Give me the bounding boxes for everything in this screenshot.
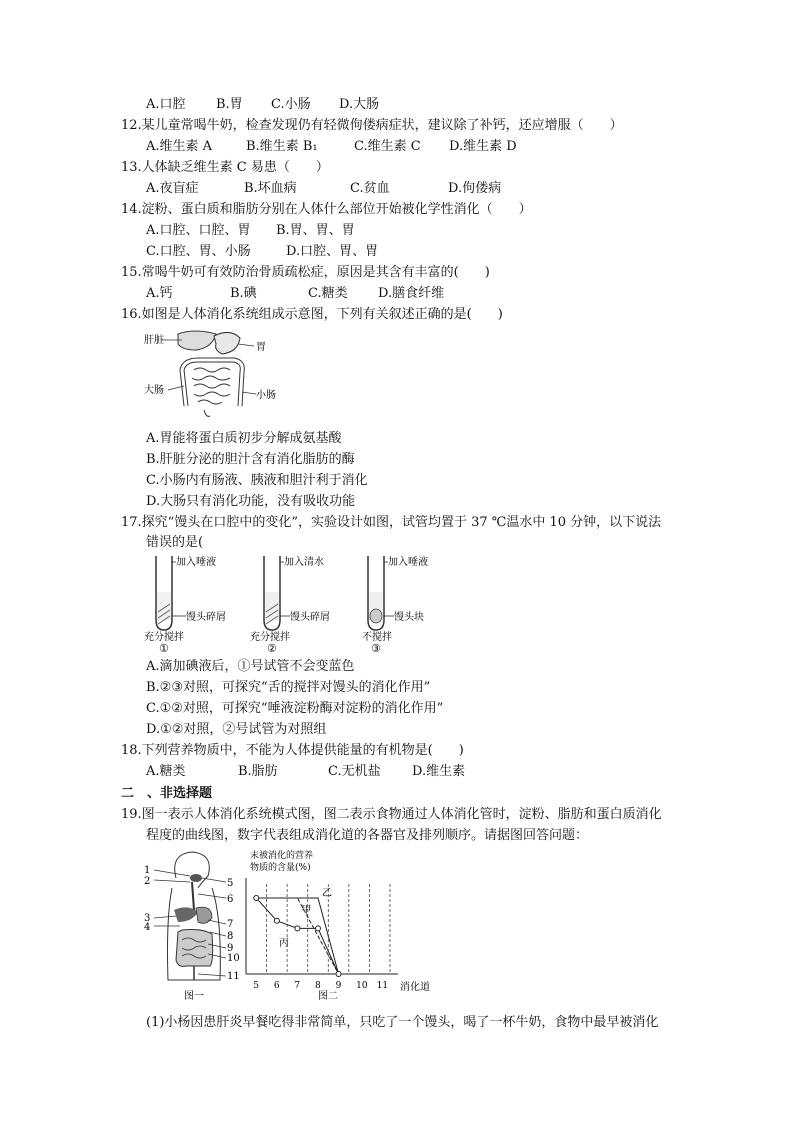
q16-option-d[interactable]: D.大肠只有消化功能，没有吸收功能: [146, 494, 356, 509]
fig1-num-3: 3: [144, 913, 151, 924]
chart-ylabel-line2: 物质的含量(%): [250, 863, 311, 873]
tube2-number: ②: [267, 642, 277, 654]
q13-options: [146, 180, 501, 198]
label-liver: 肝脏: [144, 335, 164, 346]
q11-option-c[interactable]: C.小肠: [271, 97, 311, 112]
fig1-num-8: 8: [227, 931, 234, 942]
figure-two-digestion-chart: [240, 848, 430, 1004]
test-tubes-figure: [140, 552, 470, 654]
label-small-intestine: 小肠: [256, 390, 276, 401]
fig1-caption: 图一: [184, 991, 204, 1002]
q16-option-a[interactable]: A.胃能将蛋白质初步分解成氨基酸: [146, 431, 342, 446]
fig1-num-1: 1: [144, 865, 151, 876]
q11-option-a[interactable]: A.口腔: [146, 97, 186, 112]
tube1-content-label: 馒头碎屑: [186, 612, 226, 623]
q15-option-c[interactable]: C.糖类: [308, 286, 348, 301]
tube2-content-label: 馒头碎屑: [290, 612, 330, 623]
tube3-top-label: 加入唾液: [388, 557, 428, 568]
q16-stem: 16.如图是人体消化系统组成示意图，下列有关叙述正确的是( ): [121, 307, 503, 322]
test-tube-3: [362, 555, 428, 654]
fig1-num-4: 4: [144, 922, 151, 933]
q16-option-c[interactable]: C.小肠内有肠液、胰液和胆汁利于消化: [146, 473, 368, 488]
tube2-action-label: 充分搅拌: [250, 632, 290, 643]
chart-tick-5: 5: [253, 981, 260, 991]
q15-options: [146, 285, 444, 303]
q11-option-b[interactable]: B.胃: [216, 97, 243, 112]
q19-sub1: (1)小杨因患肝炎早餐吃得非常简单，只吃了一个馒头，喝了一杯牛奶，食物中最早被消化: [146, 1015, 659, 1030]
q12-options: [146, 138, 517, 156]
label-stomach: 胃: [256, 342, 266, 353]
q18-option-d[interactable]: D.维生素: [412, 764, 466, 779]
fig1-num-6: 6: [227, 894, 234, 905]
q12-option-a[interactable]: A.维生素 A: [146, 139, 213, 154]
section-title: 二 、非选择题: [121, 786, 213, 801]
q19-stem-line2: 程度的曲线图，数字代表组成消化道的各器官及排列顺序。请据图回答问题：: [146, 828, 589, 843]
fig1-num-9: 9: [227, 943, 234, 954]
q14-option-b[interactable]: B.胃、胃、胃: [276, 223, 355, 238]
q13-option-d[interactable]: D.佝偻病: [448, 181, 502, 196]
large-intestine-shape: [182, 360, 242, 406]
small-intestine-shape: [192, 368, 230, 404]
chart-xlabel: 消化道: [400, 982, 430, 993]
chart-ylabel-line1: 未被消化的营养: [250, 851, 314, 861]
q13-stem: 13.人体缺乏维生素 C 易患（ ）: [121, 160, 329, 175]
q18-option-a[interactable]: A.糖类: [146, 764, 186, 779]
q19-stem-line1: 19.图一表示人体消化系统模式图，图二表示食物通过人体消化管时，淀粉、脂肪和蛋白质消化: [121, 807, 662, 822]
q17-option-b[interactable]: B.②③对照，可探究“舌的搅拌对馒头的消化作用”: [146, 680, 431, 695]
q17-option-d[interactable]: D.①②对照，②号试管为对照组: [146, 722, 327, 737]
q13-option-b[interactable]: B.坏血病: [244, 181, 297, 196]
chart-series-甲: [256, 898, 338, 974]
q11-option-d[interactable]: D.大肠: [339, 97, 380, 112]
q18-stem: 18.下列营养物质中，不能为人体提供能量的有机物是( ): [121, 743, 464, 758]
test-tube-1: [144, 555, 226, 654]
q15-option-b[interactable]: B.碘: [230, 286, 257, 301]
chart-tick-10: 10: [356, 981, 368, 991]
q14-option-c[interactable]: C.口腔、胃、小肠: [146, 244, 251, 259]
q17-option-c[interactable]: C.①②对照，可探究“唾液淀粉酶对淀粉的消化作用”: [146, 701, 444, 716]
digestive-system-figure: [142, 326, 282, 426]
fig1-num-7: 7: [227, 919, 234, 930]
tube2-top-label: 加入清水: [284, 557, 324, 568]
q13-option-a[interactable]: A.夜盲症: [146, 181, 199, 196]
q12-option-d[interactable]: D.维生素 D: [449, 139, 517, 154]
q11-options: [146, 96, 379, 114]
fig1-num-10: 10: [227, 953, 240, 964]
q18-option-c[interactable]: C.无机盐: [328, 764, 381, 779]
fig1-num-5: 5: [227, 878, 234, 889]
chart-tick-8: 8: [315, 981, 321, 991]
fig1-num-11: 11: [227, 971, 240, 982]
chart-series-label-丙: 丙: [278, 938, 289, 950]
q12-stem: 12.某儿童常喝牛奶，检查发现仍有轻微佝偻病症状，建议除了补钙，还应增服（ ）: [121, 118, 623, 133]
tube1-action-label: 充分搅拌: [144, 632, 184, 643]
q15-option-d[interactable]: D.膳食纤维: [378, 286, 445, 301]
chart-tick-7: 7: [294, 981, 301, 991]
figure-one-digestive-model: [142, 848, 242, 1004]
q17-option-a[interactable]: A.滴加碘液后，①号试管不会变蓝色: [146, 659, 355, 674]
q15-stem: 15.常喝牛奶可有效防治骨质疏松症，原因是其含有丰富的( ): [121, 265, 490, 280]
chart-point-丙-2: [295, 926, 300, 931]
q18-option-b[interactable]: B.脂肪: [238, 764, 278, 779]
fig2-caption: 图二: [318, 991, 338, 1002]
test-tube-2: [250, 555, 330, 654]
q12-option-c[interactable]: C.维生素 C: [354, 139, 421, 154]
q12-option-b[interactable]: B.维生素 B₁: [246, 139, 318, 154]
chart-tick-6: 6: [273, 981, 280, 991]
chart-point-丙-4: [336, 972, 341, 977]
stomach-shape: [214, 332, 240, 354]
chart-series-丙: [256, 898, 338, 974]
chart-point-丙-0: [254, 896, 259, 901]
q14-stem: 14.淀粉、蛋白质和脂肪分别在人体什么部位开始被化学性消化（ ）: [121, 202, 532, 217]
q17-stem-line2: 错误的是(: [146, 535, 204, 550]
chart-series-label-甲: 甲: [301, 905, 312, 917]
q18-options: [146, 763, 465, 781]
chart-series-乙: [256, 898, 338, 974]
q13-option-c[interactable]: C.贫血: [350, 181, 390, 196]
q14-options-row1: [146, 222, 355, 240]
q16-option-b[interactable]: B.肝脏分泌的胆汁含有消化脂肪的酶: [146, 452, 355, 467]
liver-shape: [178, 331, 216, 350]
chart-tick-9: 9: [335, 981, 342, 991]
tube3-action-label: 不搅拌: [362, 632, 392, 643]
chart-point-丙-1: [274, 918, 279, 923]
label-large-intestine: 大肠: [144, 385, 164, 396]
q15-option-a[interactable]: A.钙: [146, 286, 173, 301]
tube3-content-label: 馒头块: [394, 612, 424, 623]
tube1-top-label: 加入唾液: [176, 557, 216, 568]
q14-option-a[interactable]: A.口腔、口腔、胃: [146, 223, 251, 238]
q14-option-d[interactable]: D.口腔、胃、胃: [286, 244, 379, 259]
q17-stem-line1: 17.探究“馒头在口腔中的变化”，实验设计如图，试管均置于 37 ℃温水中 10 分钟，以下说法: [121, 515, 662, 530]
chart-point-丙-3: [316, 926, 321, 931]
q14-options-row2: [146, 243, 378, 261]
chart-series-label-乙: 乙: [322, 888, 332, 899]
tube1-number: ①: [159, 642, 169, 654]
fig1-num-2: 2: [144, 876, 151, 887]
chart-tick-11: 11: [376, 981, 389, 991]
tube3-number: ③: [371, 642, 381, 654]
